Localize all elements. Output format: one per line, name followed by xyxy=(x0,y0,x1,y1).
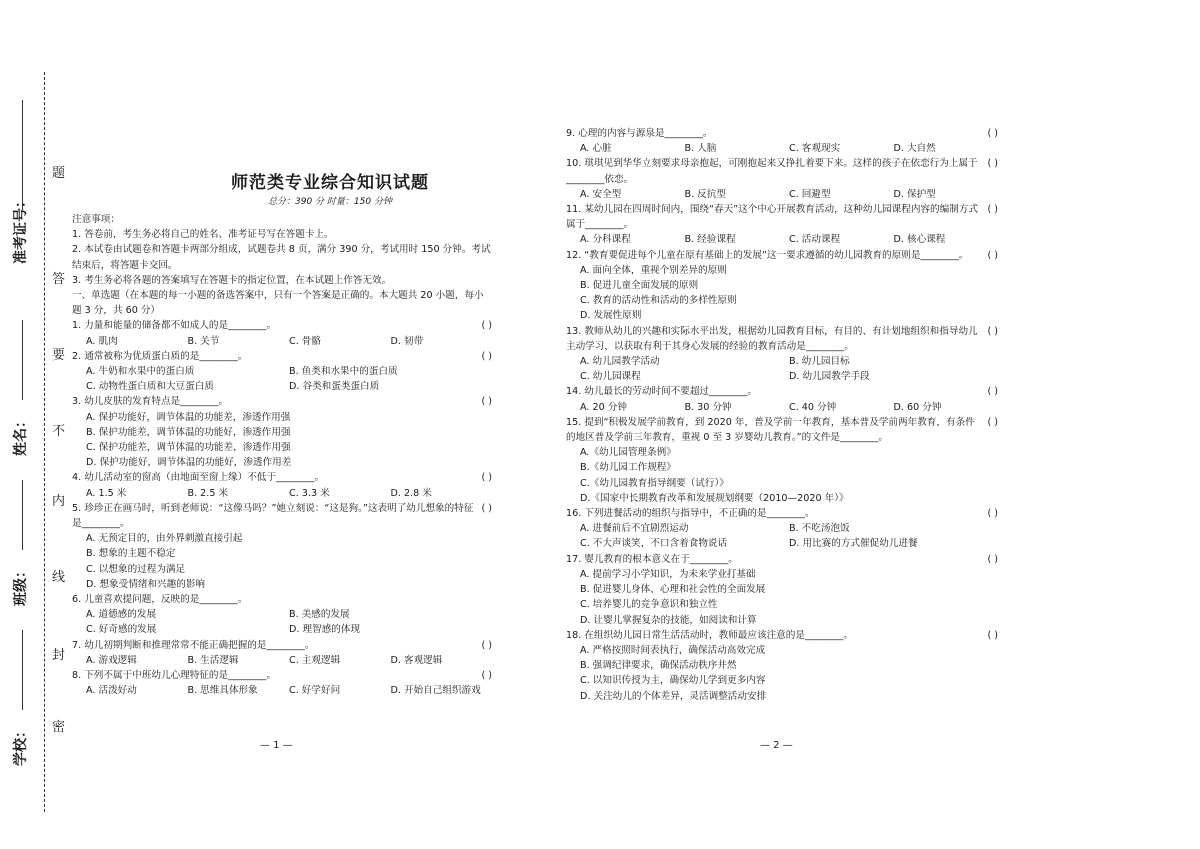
question xyxy=(72,318,492,348)
notice-item: 2. 本试卷由试题卷和答题卡两部分组成，试题卷共 8 页，满分 390 分，考试用时 150 分钟。考试结束后，将答题卡交回。 xyxy=(72,244,491,271)
option: A. 分科课程 xyxy=(580,234,631,246)
name-label: 姓名： xyxy=(13,414,29,456)
option: D. 开始自己组织游戏 xyxy=(390,685,481,697)
option: D. 想象受情绪和兴趣的影响 xyxy=(86,578,206,590)
option: B. 幼儿园目标 xyxy=(789,356,850,368)
option: A. 游戏逻辑 xyxy=(86,654,137,666)
question-stem xyxy=(72,638,492,653)
question-text: 13. 教师从幼儿的兴趣和实际水平出发，根据幼儿园教育目标，有目的、有计划地组织和指导幼儿主动学习，以获取有利于其身心发展的经验的教育活动是________。 xyxy=(566,325,978,352)
question-stem xyxy=(566,248,998,263)
option: B. 思维具体形象 xyxy=(187,685,258,697)
option: A. 牛奶和水果中的蛋白质 xyxy=(86,366,195,378)
question-stem xyxy=(566,384,998,399)
option: A. 进餐前后不宜剧烈运动 xyxy=(580,523,689,535)
answer-parentheses: ( ) xyxy=(987,128,998,139)
question xyxy=(566,506,998,552)
option: C. 好学好问 xyxy=(289,685,341,697)
question xyxy=(72,394,492,470)
answer-parentheses: ( ) xyxy=(481,502,492,514)
question-text: 9. 心理的内容与源泉是________。 xyxy=(566,128,713,139)
option: D. 2.8 米 xyxy=(390,487,432,499)
option-grid xyxy=(566,400,998,415)
option: D. 关注幼儿的个体差异，灵活调整活动安排 xyxy=(580,690,767,702)
option: B. 反抗型 xyxy=(684,188,726,200)
option: B. 生活逻辑 xyxy=(187,654,239,666)
option: C. 客观现实 xyxy=(789,143,841,155)
question-text: 18. 在组织幼儿园日常生活活动时，教师最应该注意的是________。 xyxy=(566,629,853,641)
option: A. 保护功能好，调节体温的功能差，渗透作用强 xyxy=(86,411,291,423)
answer-parentheses: ( ) xyxy=(987,158,998,170)
option: C. 保护功能差，调节体温的功能差，渗透作用强 xyxy=(86,442,291,454)
option-grid xyxy=(566,354,998,384)
answer-parentheses: ( ) xyxy=(987,386,998,398)
answer-parentheses: ( ) xyxy=(481,639,492,651)
question-stem xyxy=(72,592,492,607)
seal-char: 封 xyxy=(52,648,66,663)
exam-title: 师范类专业综合知识试题 xyxy=(231,173,429,193)
option: A.《幼儿园管理条例》 xyxy=(580,447,676,459)
option: B.《幼儿园工作规程》 xyxy=(580,462,676,474)
question xyxy=(72,592,492,638)
answer-parentheses: ( ) xyxy=(481,320,492,332)
question xyxy=(566,415,998,506)
option: B. 促进儿童全面发展的原则 xyxy=(580,280,699,292)
notice-heading: 注意事项： xyxy=(72,214,120,225)
option: C. 40 分钟 xyxy=(789,401,837,413)
question-stem xyxy=(566,126,998,141)
answer-parentheses: ( ) xyxy=(481,396,492,408)
question-text: 10. 琪琪见到华华立刻要求母亲抱起，可刚抱起来又挣扎着要下来。这样的孩子在依恋行为上属于________依恋。 xyxy=(566,158,978,185)
option: A. 无预定目的，由外界刺激直接引起 xyxy=(86,533,243,545)
question-text: 14. 幼儿最长的劳动时间不要超过________。 xyxy=(566,386,757,398)
option: D. 谷类和蛋类蛋白质 xyxy=(289,381,380,393)
option: A. 活泼好动 xyxy=(86,685,137,697)
option: D. 理智感的体现 xyxy=(289,624,361,636)
option-grid xyxy=(566,521,998,551)
binding-margin xyxy=(0,0,70,849)
answer-parentheses xyxy=(486,592,492,607)
option: B. 关节 xyxy=(187,335,220,347)
answer-parentheses: ( ) xyxy=(987,249,998,261)
seal-char: 题 xyxy=(52,166,66,181)
question-stem xyxy=(566,156,998,186)
question-text: 6. 儿童喜欢提问题，反映的是________。 xyxy=(72,594,248,606)
seal-char: 答 xyxy=(52,272,66,287)
option: D. 核心课程 xyxy=(893,234,946,246)
question xyxy=(72,668,492,698)
option: A. 安全型 xyxy=(580,188,622,200)
option: D.《国家中长期教育改革和发展规划纲要（2010—2020 年）》 xyxy=(580,492,849,504)
question xyxy=(566,324,998,385)
option: B. 2.5 米 xyxy=(187,487,229,499)
option: C. 教育的活动性和活动的多样性原则 xyxy=(580,295,737,307)
question-text: 1. 力量和能量的储备都不如成人的是________。 xyxy=(72,320,277,332)
question xyxy=(566,248,998,324)
option: C. 回避型 xyxy=(789,188,831,200)
option: B. 30 分钟 xyxy=(684,401,732,413)
option: C. 以知识传授为主，确保幼儿学到更多内容 xyxy=(580,675,766,687)
answer-parentheses: ( ) xyxy=(987,416,998,428)
option: A. 提前学习小学知识，为未来学业打基础 xyxy=(580,568,756,580)
option: C. 活动课程 xyxy=(789,234,841,246)
option: C. 不大声谈笑，不口含着食物说话 xyxy=(580,538,728,550)
question-stem xyxy=(72,394,492,409)
option: C. 培养婴儿的竞争意识和独立性 xyxy=(580,599,718,611)
page-number: — 2 — xyxy=(760,740,793,751)
question-stem xyxy=(72,501,492,531)
exam-number-field xyxy=(22,100,23,210)
option: B. 强调纪律要求，确保活动秩序井然 xyxy=(580,660,737,672)
option-grid xyxy=(566,141,998,156)
question xyxy=(566,552,998,628)
question-text: 3. 幼儿皮肤的发育特点是________。 xyxy=(72,396,229,408)
exam-meta: 总分：390 分 时量：150 分钟 xyxy=(268,197,392,207)
option: D. 让婴儿掌握复杂的技能，如阅读和计算 xyxy=(580,614,757,626)
option: D. 60 分钟 xyxy=(893,401,942,413)
option: C. 动物性蛋白质和大豆蛋白质 xyxy=(86,381,214,393)
option-grid xyxy=(72,607,492,637)
answer-parentheses: ( ) xyxy=(987,508,998,520)
option: C. 好奇感的发展 xyxy=(86,624,157,636)
question-text: 11. 某幼儿园在四周时间内，围绕“春天”这个中心开展教育活动，这种幼儿园课程内容的编制方式属于________。 xyxy=(566,204,978,231)
question-stem xyxy=(566,628,998,643)
question-stem xyxy=(566,552,998,567)
option-grid xyxy=(72,334,492,349)
question xyxy=(566,202,998,248)
school-label: 学校： xyxy=(13,724,29,766)
notice-item: 3. 考生务必将各题的答案填写在答题卡的指定位置，在本试题上作答无效。 xyxy=(72,274,392,286)
seal-char: 内 xyxy=(52,494,66,509)
option: A. 面向全体，重视个别差异的原则 xyxy=(580,264,727,276)
question xyxy=(72,638,492,668)
question-stem xyxy=(566,202,998,232)
option: C. 幼儿园课程 xyxy=(580,371,641,383)
option: B. 想象的主题不稳定 xyxy=(86,548,176,560)
answer-parentheses: ( ) xyxy=(987,629,998,641)
option-grid xyxy=(566,187,998,202)
question-text: 7. 幼儿初期判断和推理常常不能正确把握的是________。 xyxy=(72,639,315,651)
section-heading: 一、单选题（在本题的每一小题的备选答案中，只有一个答案是正确的。本大题共 20 小题，每小题 3 分，共 60 分） xyxy=(72,290,484,317)
seal-char: 要 xyxy=(52,348,66,363)
question-stem xyxy=(566,324,998,354)
question xyxy=(72,349,492,395)
question-stem xyxy=(566,415,998,445)
option: A. 幼儿园教学活动 xyxy=(580,356,660,368)
question-stem xyxy=(72,349,492,364)
option-grid xyxy=(72,683,492,698)
notice-item: 1. 答卷前，考生务必将自己的姓名、准考证号写在答题卡上。 xyxy=(72,229,334,241)
option-grid xyxy=(72,486,492,501)
question-stem xyxy=(72,470,492,485)
option: D. 保护功能好，调节体温的功能好，渗透作用差 xyxy=(86,457,292,469)
page-2 xyxy=(566,126,998,704)
option: C. 以想象的过程为满足 xyxy=(86,563,186,575)
option: D. 幼儿园教学手段 xyxy=(789,371,870,383)
option: A. 肌肉 xyxy=(86,335,118,347)
option: B. 人脑 xyxy=(684,143,717,155)
question-list xyxy=(566,126,998,704)
answer-parentheses: ( ) xyxy=(481,670,492,682)
answer-parentheses: ( ) xyxy=(481,350,492,362)
question-text: 15. 提到“积极发展学前教育，到 2020 年，普及学前一年教育，基本普及学前两年教育，有条件的地区普及学前三年教育，重视 0 至 3 岁婴幼儿教育。”的文件是________。 xyxy=(566,416,975,444)
option: B. 经验课程 xyxy=(684,234,736,246)
answer-parentheses: ( ) xyxy=(987,204,998,216)
option: B. 不吃汤泡饭 xyxy=(789,523,850,535)
school-field xyxy=(22,630,23,710)
question-text: 12. “教育要促进每个儿童在原有基础上的发展”这一要求遵循的幼儿园教育的原则是________。 xyxy=(566,249,969,261)
option: B. 鱼类和水果中的蛋白质 xyxy=(289,366,398,378)
option: D. 客观逻辑 xyxy=(390,654,443,666)
question xyxy=(72,470,492,500)
option: D. 大自然 xyxy=(893,143,936,155)
question-text: 17. 婴儿教育的根本意义在于________。 xyxy=(566,553,738,565)
seal-char: 密 xyxy=(52,720,66,735)
option: C.《幼儿园教育指导纲要（试行）》 xyxy=(580,477,729,489)
option: A. 道德感的发展 xyxy=(86,609,157,621)
answer-parentheses: ( ) xyxy=(987,325,998,337)
answer-parentheses: ( ) xyxy=(987,553,998,565)
question xyxy=(566,628,998,704)
question-text: 5. 珍珍正在画马时，听到老师说：“这像马吗？”她立刻说：“这是狗。”这表明了幼儿想象的特征是________。 xyxy=(72,502,474,530)
exam-number-label: 准考证号： xyxy=(13,194,29,264)
page-number: — 1 — xyxy=(260,740,293,751)
question xyxy=(566,384,998,414)
class-field xyxy=(22,480,23,550)
question xyxy=(72,501,492,592)
question-list xyxy=(72,318,492,698)
question-text: 4. 幼儿活动室的窗高（由地面至窗上缘）不低于________。 xyxy=(72,472,325,484)
option-grid xyxy=(72,364,492,394)
question-text: 8. 下列不属于中班幼儿心理特征的是________。 xyxy=(72,670,277,682)
question-stem xyxy=(72,668,492,683)
option: D. 韧带 xyxy=(390,335,424,347)
question-text: 2. 通常被称为优质蛋白质的是________。 xyxy=(72,350,248,362)
option: D. 用比赛的方式催促幼儿进餐 xyxy=(789,538,918,550)
option: C. 3.3 米 xyxy=(289,487,330,499)
option: B. 促进婴儿身体、心理和社会性的全面发展 xyxy=(580,584,766,596)
option: D. 保护型 xyxy=(893,188,936,200)
option-grid xyxy=(566,232,998,247)
seal-char: 线 xyxy=(52,570,66,585)
option: B. 美感的发展 xyxy=(289,609,350,621)
class-label: 班级： xyxy=(13,564,29,606)
question xyxy=(566,156,998,202)
option: B. 保护功能差，调节体温的功能好，渗透作用强 xyxy=(86,426,291,438)
question-stem xyxy=(566,506,998,521)
notice xyxy=(72,212,492,288)
question-text: 16. 下列进餐活动的组织与指导中，不正确的是________。 xyxy=(566,508,815,520)
question xyxy=(566,126,998,156)
option: D. 发展性原则 xyxy=(580,310,642,322)
option: C. 骨骼 xyxy=(289,335,321,347)
seal-dashed-line xyxy=(44,72,45,812)
option: C. 主观逻辑 xyxy=(289,654,341,666)
option: A. 20 分钟 xyxy=(580,401,627,413)
answer-parentheses: ( ) xyxy=(481,472,492,484)
question-stem xyxy=(72,318,492,333)
seal-char: 不 xyxy=(52,424,66,439)
name-field xyxy=(22,320,23,400)
option: A. 1.5 米 xyxy=(86,487,127,499)
option: A. 严格按照时间表执行，确保活动高效完成 xyxy=(580,644,766,656)
option: A. 心脏 xyxy=(580,143,612,155)
option-grid xyxy=(72,653,492,668)
page-1 xyxy=(72,212,492,699)
